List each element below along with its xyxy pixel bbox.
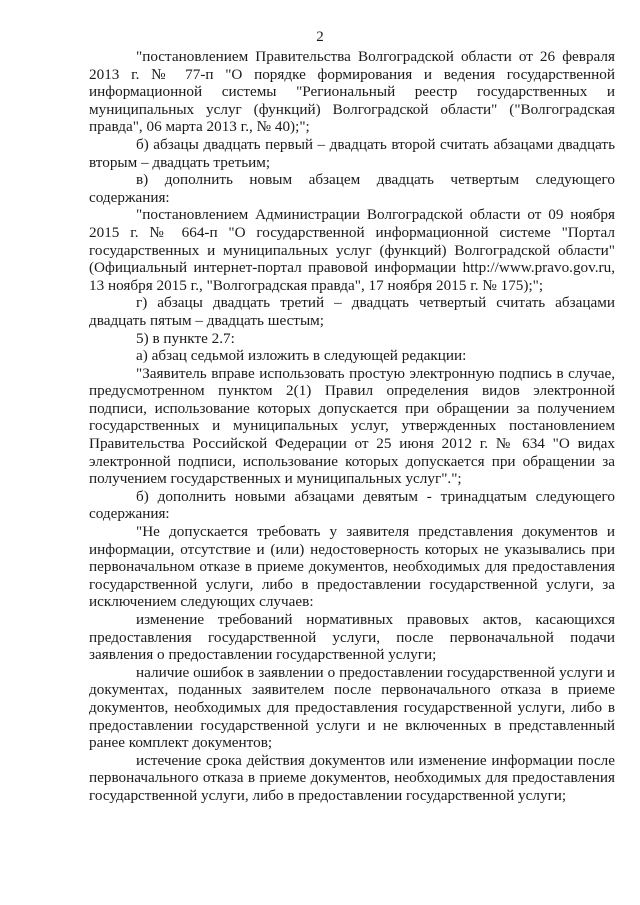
document-body — [89, 48, 615, 805]
paragraph-errors: наличие ошибок в заявлении о предоставлении государственной услуги и документах, поданных заявителем после первоначального отказа в приеме документов, необходимых для предоставления государственной услуги, либо в предоставлении государственной услуги и не включенных в представленный ранее комплект документов; — [89, 663, 615, 752]
page-number: 2 — [316, 29, 324, 45]
paragraph-electronic-signature: "Заявитель вправе использовать простую электронную подпись в случае, предусмотренном пунктом 2(1) Правил определения видов электронной подписи, использование которых допускается при обращении за получением государственных и муниципальных услуг, утвержденных постановлением Правительства Российской Федерации от 25 июня 2012 г. № 634 "О видах электронной подписи, использование которых допускается при обращении за получением государственных и муниципальных услуг"."; — [89, 364, 615, 488]
paragraph-decree-77p: "постановлением Правительства Волгоградской области от 26 февраля 2013 г. № 77-п "О порядке формирования и ведения государственной информационной системы "Региональный реестр государственных и муниципальных услуг (функций) Волгоградской области" ("Волгоградская правда", 06 марта 2013 г., № 40);"; — [89, 48, 615, 136]
paragraph-v-add: в) дополнить новым абзацем двадцать четвертым следующего содержания: — [89, 171, 615, 206]
paragraph-a-seventh: а) абзац седьмой изложить в следующей редакции: — [136, 347, 467, 365]
paragraph-g-renumber: г) абзацы двадцать третий – двадцать четвертый считать абзацами двадцать пятым – двадцать шестым; — [89, 294, 615, 329]
paragraph-expiry: истечение срока действия документов или изменение информации после первоначального отказа в приеме документов, необходимых для предоставления государственной услуги, либо в предоставлении государственной услуги; — [89, 751, 615, 804]
paragraph-decree-664p: "постановлением Администрации Волгоградской области от 09 ноября 2015 г. № 664-п "О государственной информационной системе "Портал государственных и муниципальных услуг (функций) Волгоградской области" (Официальный интернет-портал правовой информации http://www.pravo.gov.ru, 13 ноября 2015 г., "Волгоградская правда", 17 ноября 2015 г. № 175);"; — [89, 206, 615, 294]
paragraph-b-add-ninth: б) дополнить новыми абзацами девятым - тринадцатым следующего содержания: — [89, 487, 615, 523]
paragraph-not-allowed: "Не допускается требовать у заявителя представления документов и информации, отсутствие и (или) недостоверность которых не указывались при первоначальном отказе в приеме документов, необходимых для предоставления государственной услуги, либо в предоставлении государственной услуги, за исключением следующих случаев: — [89, 523, 615, 611]
paragraph-change-requirements: изменение требований нормативных правовых актов, касающихся предоставления государственной услуги, после первоначальной подачи заявления о предоставлении государственной услуги; — [89, 611, 615, 664]
paragraph-b-renumber: б) абзацы двадцать первый – двадцать второй считать абзацами двадцать вторым – двадцать третьим; — [89, 135, 615, 171]
paragraph-item-5: 5) в пункте 2.7: — [136, 329, 235, 347]
